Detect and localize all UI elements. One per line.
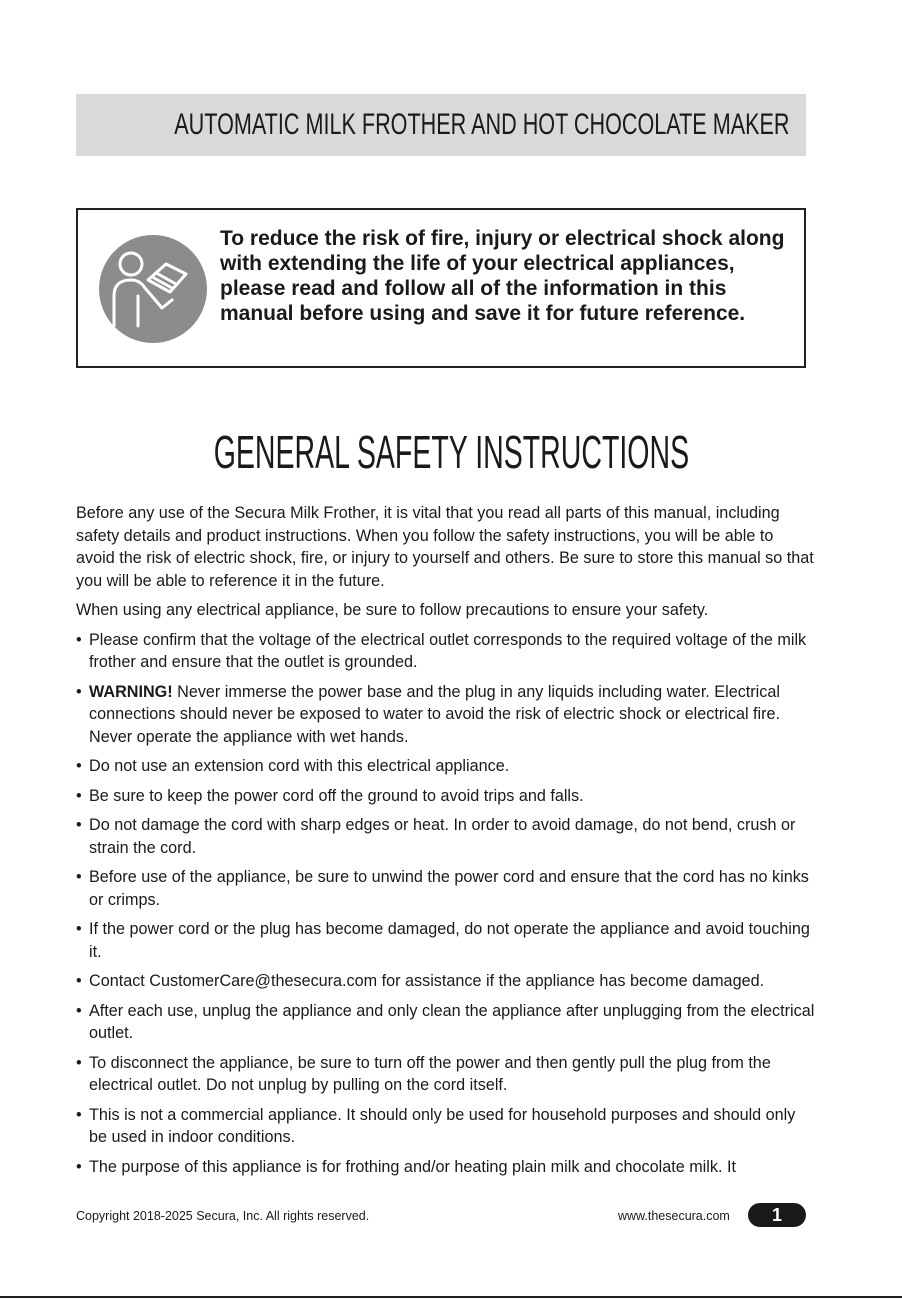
read-manual-icon [98,234,208,344]
safety-notice-box [76,208,806,368]
bullet-dot: • [76,630,82,649]
body-text [76,502,816,1185]
bullet-dot: • [76,1157,82,1176]
bullet-item: • Be sure to keep the power cord off the ground to avoid trips and falls. [76,785,816,808]
bullet-dot: • [76,757,82,775]
bullet-dot: • [76,1001,82,1020]
footer-url: www.thesecura.com [618,1209,730,1223]
bullet-item: • To disconnect the appliance, be sure to turn off the power and then gently pull the plug from the electrical outlet. Do not unplug by pulling on the cord itself. [76,1053,771,1094]
bullet-dot: • [76,868,82,886]
bullet-item: • This is not a commercial appliance. It should only be used for household purposes and should only be used in indoor conditions. [76,1105,796,1146]
document-title: AUTOMATIC MILK FROTHER AND HOT CHOCOLATE MAKER [174,108,790,141]
bullet-dot: • [76,1053,82,1072]
footer-copyright: Copyright 2018-2025 Secura, Inc. All rights reserved. [76,1209,370,1223]
bullet-dot: • [76,682,82,701]
bullet-item: • WARNING! Never immerse the power base and the plug in any liquids including water. Electrical connections should never be exposed to water to avoid the risk of electric shock or electrical fire. Never operate the appliance with wet hands. [76,682,781,746]
intro-paragraph: When using any electrical appliance, be sure to follow precautions to ensure your safety. [76,601,709,619]
bullet-dot: • [76,920,82,938]
bullet-item: • Contact CustomerCare@thesecura.com for assistance if the appliance has become damaged. [76,970,816,993]
intro-paragraph: Before any use of the Secura Milk Frother, it is vital that you read all parts of this manual, including safety details and product instructions. When you follow the safety instructions, you will be able to avoid the risk of electric shock, fire, or injury to yourself and others. Be sure to store this manual so that you will be able to reference it in the future. [76,504,814,590]
warning-label: WARNING! [89,682,173,701]
section-title: GENERAL SAFETY INSTRUCTIONS [213,426,689,478]
bullet-item: • Do not damage the cord with sharp edges or heat. In order to avoid damage, do not bend, crush or strain the cord. [76,816,796,857]
bullet-item: • The purpose of this appliance is for frothing and/or heating plain milk and chocolate milk. It [76,1156,816,1179]
safety-bullet-list [76,629,816,1179]
bullet-dot: • [76,786,82,805]
bullet-dot: • [76,1105,82,1124]
bullet-dot: • [76,972,82,990]
bottom-divider [0,1296,902,1298]
bullet-item: • After each use, unplug the appliance and only clean the appliance after unplugging from the electrical outlet. [76,1001,815,1042]
bullet-item: • If the power cord or the plug has become damaged, do not operate the appliance and avoid touching it. [76,920,810,961]
notice-text: To reduce the risk of fire, injury or electrical shock along with extending the life of your electrical appliances, please read and follow all of the information in this manual before using and save it for future reference. [220,227,785,325]
header-band [76,94,806,156]
page-number-badge: 1 [748,1203,806,1227]
bullet-item: • Do not use an extension cord with this electrical appliance. [76,755,816,778]
bullet-dot: • [76,816,82,834]
bullet-item: • Please confirm that the voltage of the electrical outlet corresponds to the required voltage of the milk frother and ensure that the outlet is grounded. [76,630,807,671]
bullet-item: • Before use of the appliance, be sure to unwind the power cord and ensure that the cord has no kinks or crimps. [76,868,809,909]
